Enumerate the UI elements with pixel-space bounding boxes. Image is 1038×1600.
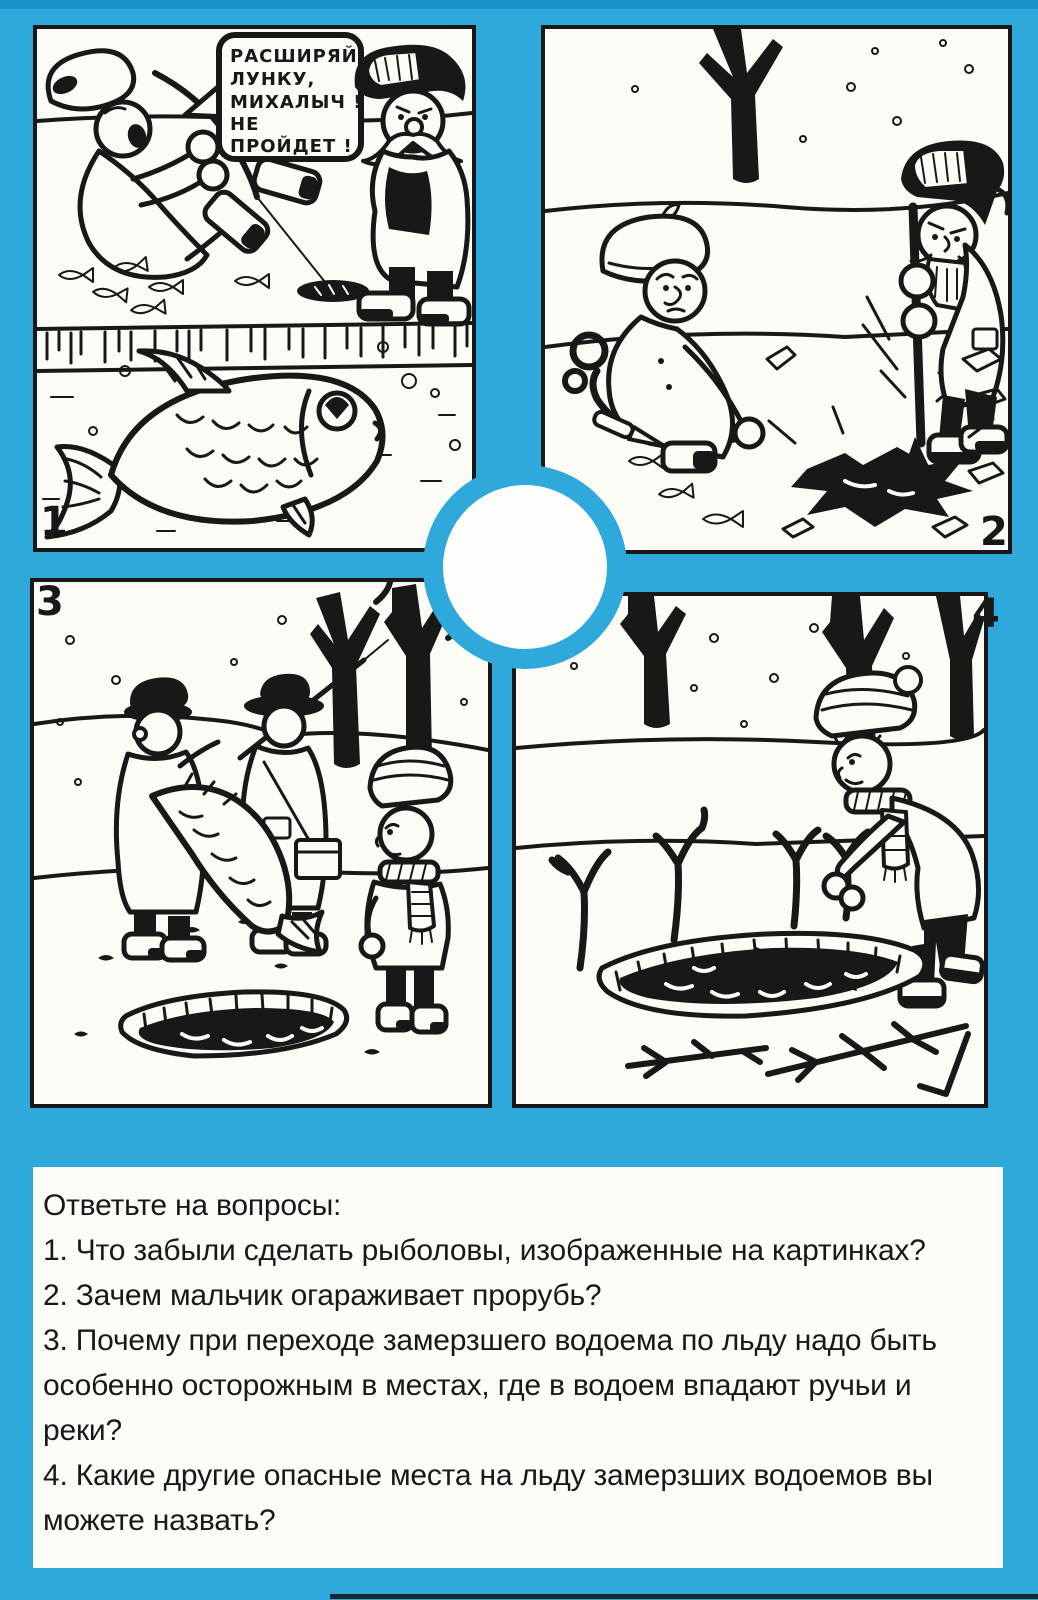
questions-panel (33, 1167, 1003, 1568)
panel-4-illustration (516, 596, 984, 1104)
watching-boy (361, 747, 451, 1032)
panel-2-illustration (545, 29, 1008, 555)
speech-bubble-line: ЛУНКУ, (230, 69, 316, 90)
twig-pile (628, 1024, 968, 1094)
big-fish (47, 351, 383, 537)
panel-3-illustration (34, 579, 488, 1104)
scan-bottom-edge (330, 1594, 1038, 1599)
panel-number-1: 1 (40, 499, 68, 545)
comic-panel-2 (541, 25, 1012, 554)
question-item: 4. Какие другие опасные места на льду замерзших водоемов вы можете назвать? (43, 1459, 933, 1537)
question-item: 2. Зачем мальчик огараживает прорубь? (43, 1279, 602, 1312)
question-item: 1. Что забыли сделать рыболовы, изображенные на картинках? (43, 1234, 926, 1267)
bare-trees (620, 596, 984, 752)
watching-fisherman (355, 45, 469, 324)
fishing-hole (297, 280, 369, 302)
comic-panel-3 (30, 578, 492, 1108)
comic-panel-1 (33, 25, 476, 552)
fenced-ice-hole (599, 933, 925, 1016)
man-pulling-rope (565, 205, 763, 471)
ice-layer (37, 323, 472, 371)
fishing-line (257, 197, 329, 287)
question-item: 3. Почему при переходе замерзшего водоема по льду надо быть особенно осторожным в местах, где в водоем впадают ручьи и реки? (43, 1324, 937, 1447)
panel-number-2: 2 (980, 509, 1008, 555)
questions-heading: Ответьте на вопросы: (43, 1189, 342, 1222)
bare-tree (699, 29, 783, 183)
speech-bubble-line: НЕ (230, 114, 260, 135)
scan-top-edge (0, 0, 1038, 9)
panel-number-3: 3 (36, 579, 64, 625)
comic-panel-4 (512, 592, 988, 1108)
panel-number-4: 4 (972, 591, 1000, 637)
speech-bubble-line: ПРОЙДЕТ ! (230, 136, 353, 157)
speech-bubble-line: РАСШИРЯЙ (230, 46, 358, 67)
open-ice-hole (121, 992, 347, 1056)
snowflakes (632, 40, 991, 159)
panel-1-illustration (37, 29, 472, 548)
center-circle-cutout (423, 465, 627, 669)
speech-bubble-line: МИХАЛЫЧ ! (230, 92, 363, 113)
